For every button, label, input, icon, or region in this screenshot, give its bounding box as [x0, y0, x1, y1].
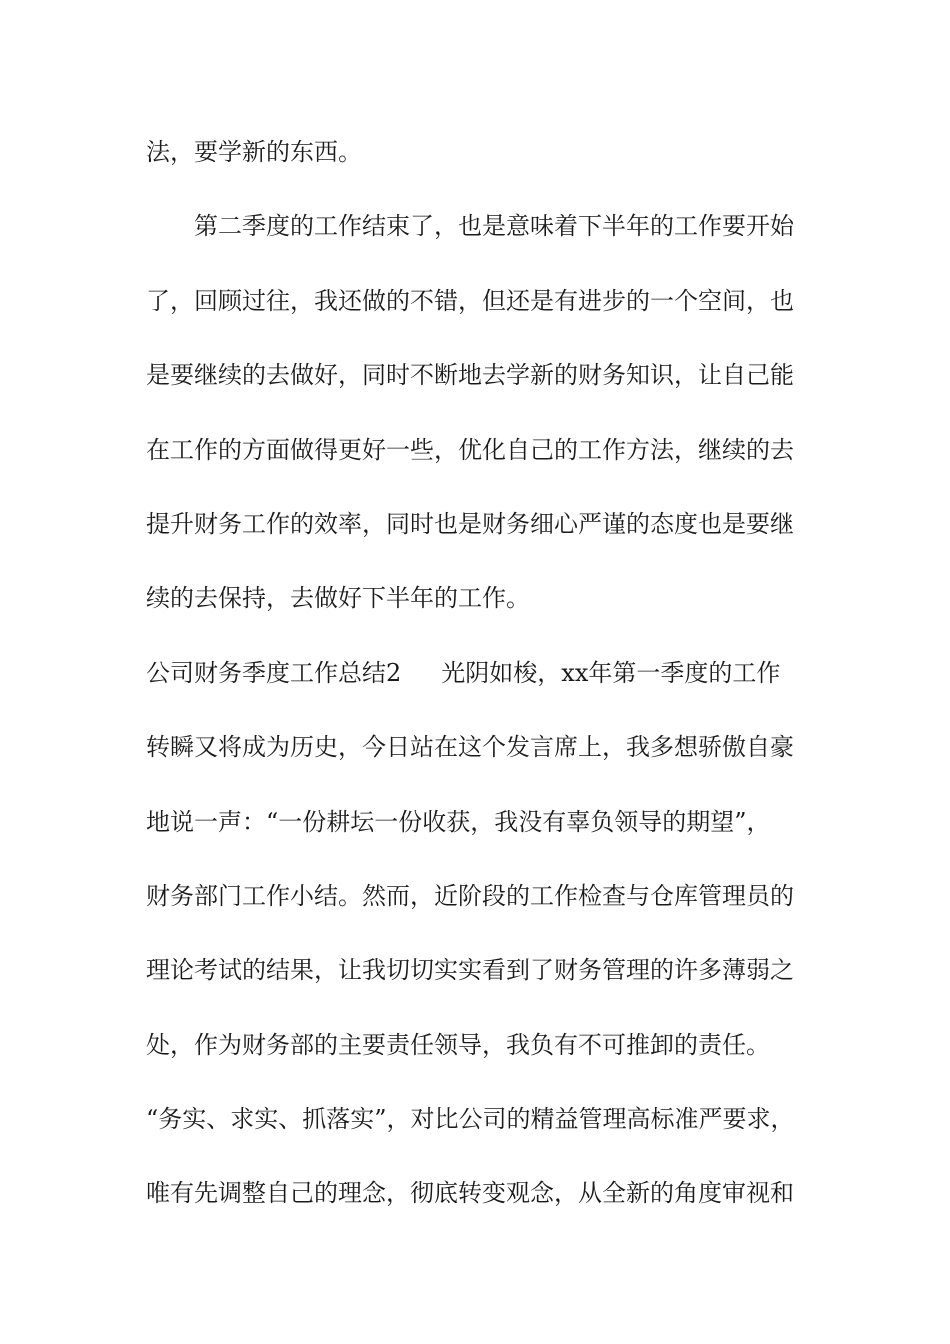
text-line: 光阴如梭，xx年第一季度的工作 [441, 658, 781, 687]
text-line: 处，作为财务部的主要责任领导，我负有不可推卸的责任。 [146, 1030, 770, 1059]
text-line: 唯有先调整自己的理念，彻底转变观念，从全新的角度审视和 [146, 1179, 794, 1208]
text-line: 提升财务工作的效率，同时也是财务细心严谨的态度也是要继 [146, 509, 794, 538]
text-line: 是要继续的去做好，同时不断地去学新的财务知识，让自己能 [146, 361, 794, 390]
section-heading: 公司财务季度工作总结2 [146, 658, 402, 687]
text-line: 第二季度的工作结束了，也是意味着下半年的工作要开始 [194, 212, 794, 241]
text-line: 财务部门工作小结。然而，近阶段的工作检查与仓库管理员的 [146, 881, 794, 910]
text-line: 在工作的方面做得更好一些，优化自己的工作方法，继续的去 [146, 435, 794, 464]
text-line: 转瞬又将成为历史，今日站在这个发言席上，我多想骄傲自豪 [146, 733, 794, 762]
paragraph-first-line [146, 202, 836, 276]
text-line: 理论考试的结果，让我切切实实看到了财务管理的许多薄弱之 [146, 956, 794, 985]
text-line: 了，回顾过往，我还做的不错，但还是有进步的一个空间，也 [146, 286, 794, 315]
text-line: 续的去保持，去做好下半年的工作。 [146, 584, 530, 613]
body-text [146, 128, 836, 1244]
text-line: 法，要学新的东西。 [146, 138, 362, 166]
text-line: “务实、求实、抓落实”，对比公司的精益管理高标准严要求， [146, 1105, 795, 1134]
section-heading-line [146, 649, 836, 723]
text-line: 地说一声：“一份耕坛一份收获，我没有辜负领导的期望”， [146, 807, 771, 836]
